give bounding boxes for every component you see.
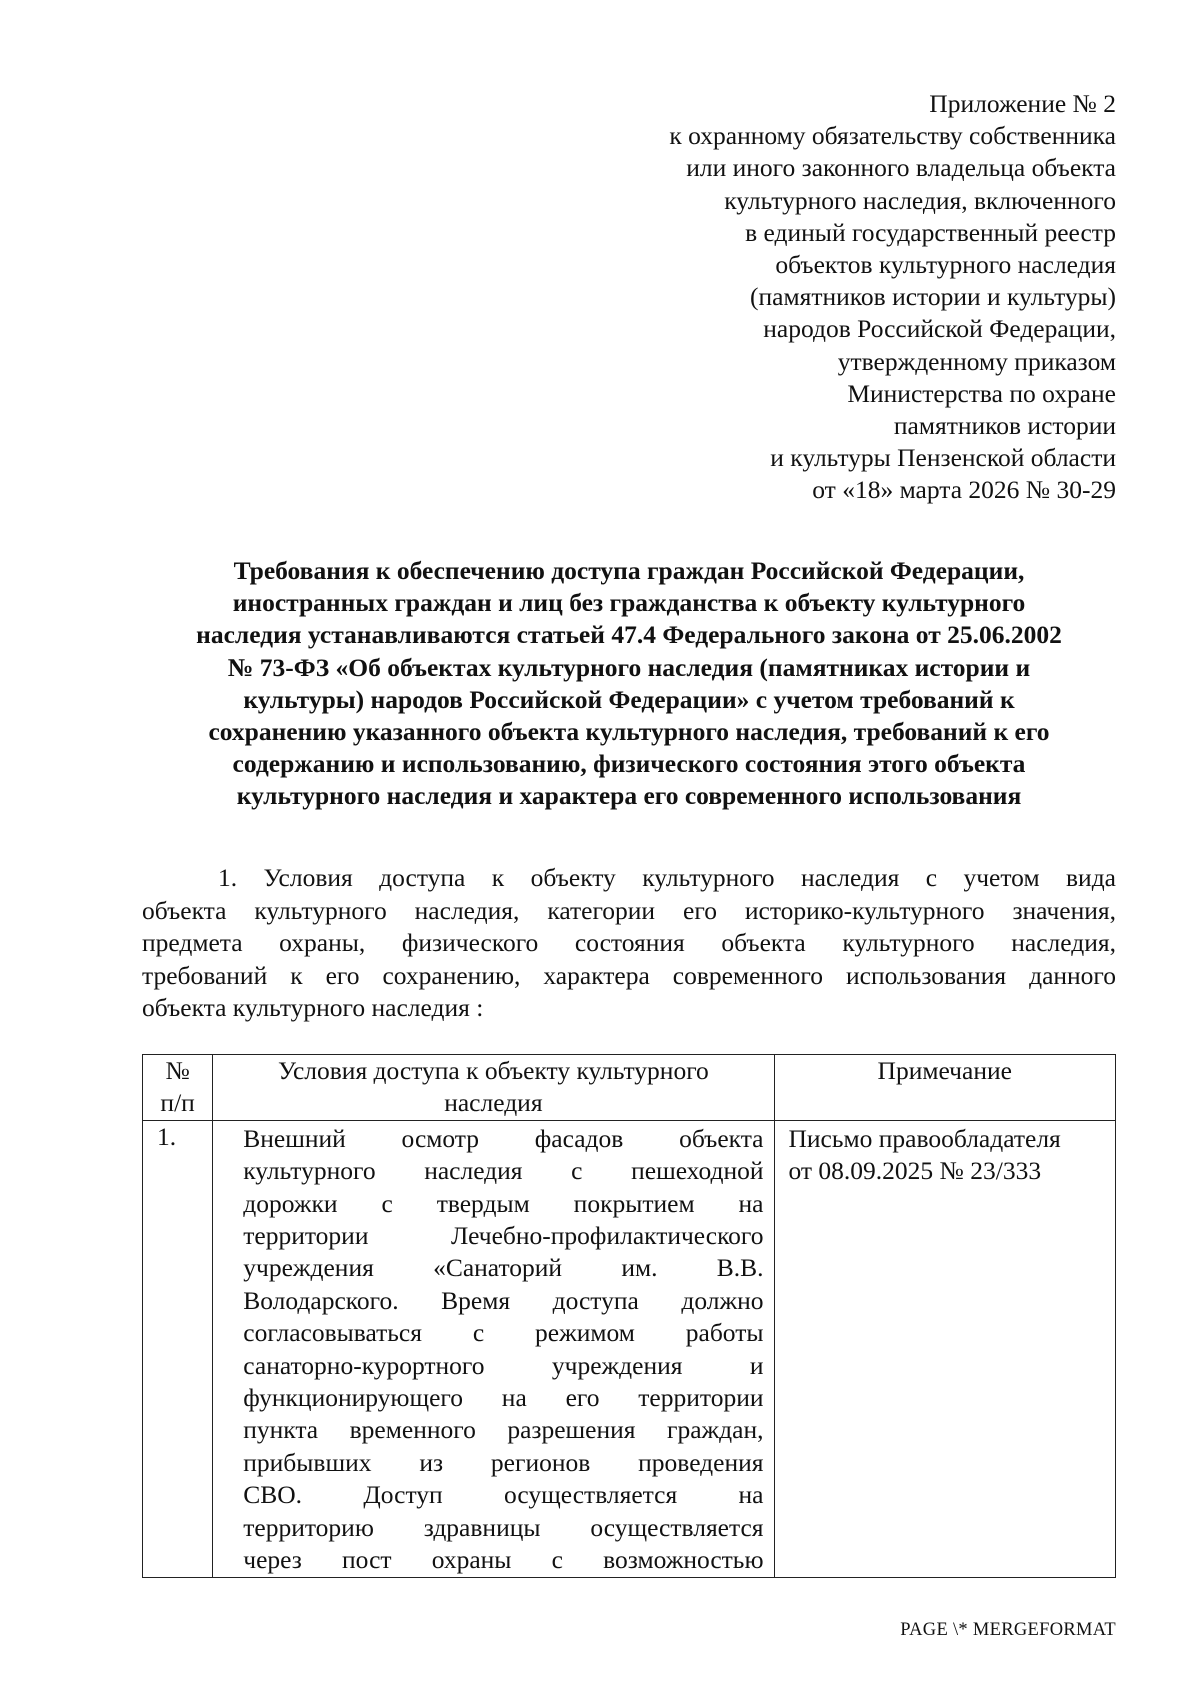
appendix-line: объектов культурного наследия <box>775 250 1116 280</box>
row-condition <box>213 1120 774 1577</box>
paragraph-line: предмета охраны, физического состояния объекта культурного наследия, <box>142 928 1116 958</box>
appendix-line: народов Российской Федерации, <box>763 314 1116 344</box>
page-footer-field: PAGE \* MERGEFORMAT <box>900 1620 1116 1640</box>
condition-line: территории Лечебно-профилактического <box>243 1221 764 1251</box>
table-row <box>143 1120 1116 1577</box>
header-condition-line: наследия <box>444 1088 543 1118</box>
row-note <box>774 1120 1116 1577</box>
appendix-line: Приложение № 2 <box>929 89 1116 118</box>
paragraph-line: требований к его сохранению, характера современного использования данного <box>142 960 1116 990</box>
header-number-line: № <box>165 1056 190 1085</box>
appendix-line: и культуры Пензенской области <box>770 443 1116 473</box>
condition-line: функционирующего на его территории <box>243 1383 764 1413</box>
appendix-header <box>396 88 1116 507</box>
appendix-line: к охранному обязательству собственника <box>669 121 1116 151</box>
access-conditions-paragraph <box>142 862 1116 1025</box>
condition-line: дорожки с твердым покрытием на <box>243 1188 764 1218</box>
paragraph-line: объекта культурного наследия : <box>142 993 484 1023</box>
title-line: содержанию и использованию, физического состояния этого объекта <box>232 749 1026 779</box>
title-line: иностранных граждан и лиц без гражданства к объекту культурного <box>232 588 1026 618</box>
appendix-line: или иного законного владельца объекта <box>686 153 1116 183</box>
condition-line: прибывших из регионов проведения <box>243 1447 764 1477</box>
note-line: Письмо правообладателя <box>788 1123 1061 1153</box>
title-line: сохранению указанного объекта культурного наследия, требований к его <box>208 717 1050 747</box>
header-condition-line: Условия доступа к объекту культурного <box>277 1056 709 1085</box>
header-note: Примечание <box>774 1055 1116 1121</box>
header-condition <box>213 1055 774 1121</box>
document-title <box>142 555 1116 813</box>
appendix-line: (памятников истории и культуры) <box>750 282 1116 312</box>
row-number: 1. <box>143 1120 213 1577</box>
condition-line: культурного наследия с пешеходной <box>243 1156 764 1186</box>
appendix-date-line: от «18» марта 2026 № 30-29 <box>812 475 1116 505</box>
condition-line: Внешний осмотр фасадов объекта <box>243 1123 764 1153</box>
title-line: Требования к обеспечению доступа граждан Российской Федерации, <box>233 556 1025 585</box>
header-number <box>143 1055 213 1121</box>
title-line: культурного наследия и характера его современного использования <box>236 781 1022 811</box>
title-line: № 73-ФЗ «Об объектах культурного наследия (памятниках истории и <box>227 652 1031 682</box>
paragraph-line: объекта культурного наследия, категории его историко-культурного значения, <box>142 895 1116 925</box>
condition-line: пункта временного разрешения граждан, <box>243 1415 764 1445</box>
appendix-line: Министерства по охране <box>847 378 1116 408</box>
appendix-line: культурного наследия, включенного <box>724 185 1116 215</box>
appendix-line: памятников истории <box>893 411 1116 441</box>
access-conditions-table <box>142 1054 1116 1578</box>
condition-line: СВО. Доступ осуществляется на <box>243 1480 764 1510</box>
condition-line: Володарского. Время доступа должно <box>243 1285 764 1315</box>
paragraph-line: 1. Условия доступа к объекту культурного наследия с учетом вида <box>218 863 1116 892</box>
condition-line: согласовываться с режимом работы <box>243 1318 764 1348</box>
title-line: наследия устанавливаются статьей 47.4 Федерального закона от 25.06.2002 <box>196 620 1062 650</box>
appendix-line: утвержденному приказом <box>837 346 1116 376</box>
condition-line: территорию здравницы осуществляется <box>243 1512 764 1542</box>
appendix-line: в единый государственный реестр <box>745 217 1116 247</box>
table-header-row <box>143 1055 1116 1121</box>
note-line: от 08.09.2025 № 23/333 <box>788 1156 1042 1186</box>
condition-line: санаторно-курортного учреждения и <box>243 1350 764 1380</box>
header-number-line: п/п <box>160 1088 195 1118</box>
title-line: культуры) народов Российской Федерации» с учетом требований к <box>243 684 1015 714</box>
condition-line: учреждения «Санаторий им. В.В. <box>243 1253 764 1283</box>
condition-line: через пост охраны с возможностью <box>243 1545 764 1575</box>
